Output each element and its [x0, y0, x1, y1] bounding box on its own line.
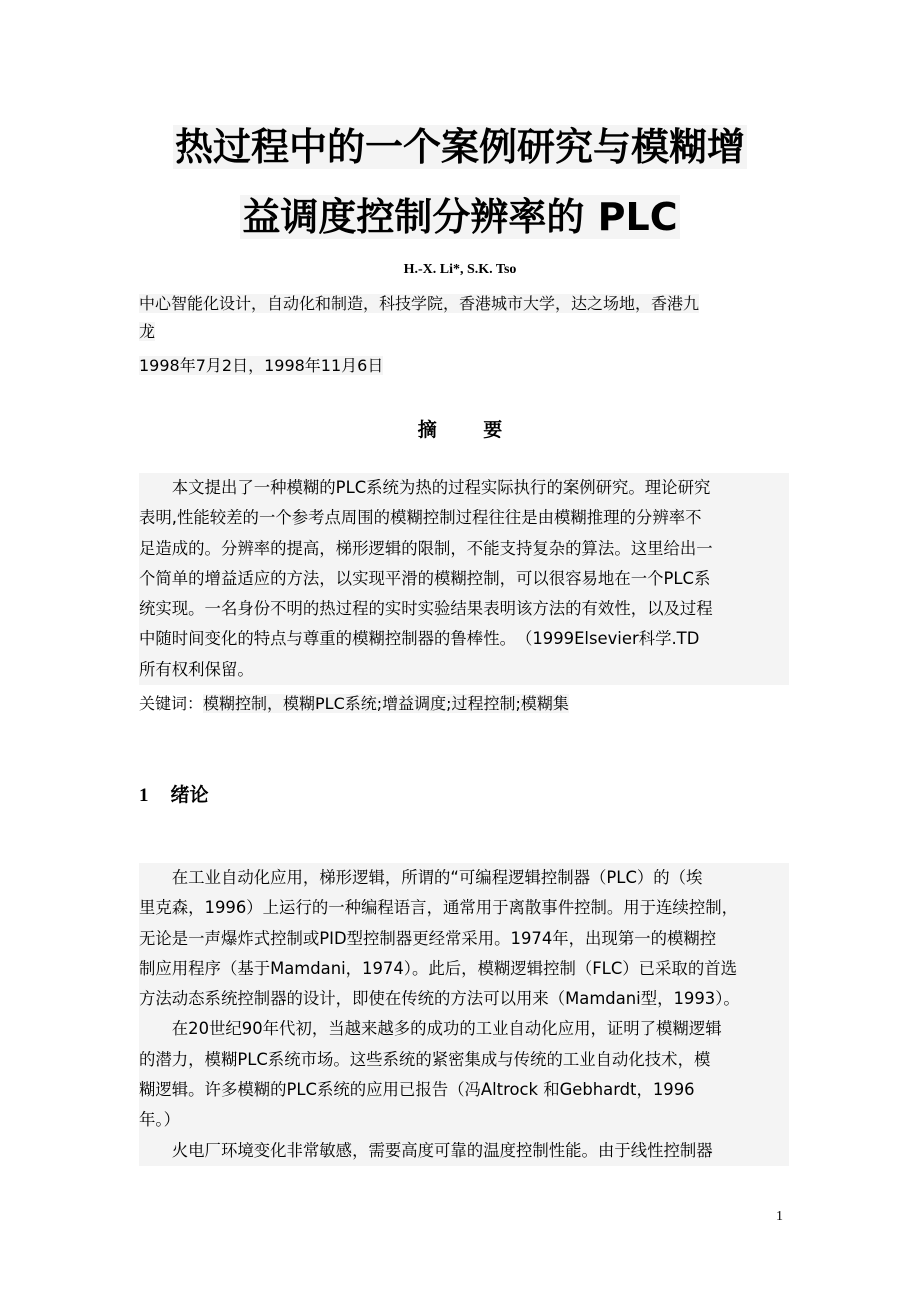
section-line: 里克森，1996）上运行的一种编程语言，通常用于离散事件控制。用于连续控制， — [139, 898, 738, 918]
section-line: 制应用程序（基于Mamdani，1974）。此后，模糊逻辑控制（FLC）已采取的首选 — [139, 958, 737, 978]
section-number: 1 — [139, 785, 149, 806]
abstract-line: 本文提出了一种模糊的PLC系统为热的过程实际执行的案例研究。理论研究 — [139, 478, 711, 497]
keywords — [139, 690, 789, 718]
abstract-line: 中随时间变化的特点与尊重的模糊控制器的鲁棒性。 （1999Elsevier科学.TD — [139, 629, 700, 649]
section-title: 绪论 — [170, 784, 209, 806]
abstract-line: 个简单的增益适应的方法，以实现平滑的模糊控制，可以很容易地在一个PLC系 — [139, 568, 711, 588]
title-line-1: 热过程中的一个案例研究与模糊增 — [174, 125, 745, 169]
abstract-line: 表明,性能较差的一个参考点周围的模糊控制过程往往是由模糊推理的分辨率不 — [139, 508, 702, 528]
affiliation-line-2: 龙 — [139, 322, 156, 341]
section-line: 糊逻辑。许多模糊的PLC系统的应用已报告（冯Altrock 和Gebhardt，1996 — [139, 1080, 695, 1100]
section-line: 年。） — [139, 1110, 180, 1130]
title-line-2: 益调度控制分辨率的 PLC — [242, 195, 678, 239]
abstract-line: 统实现。一名身份不明的热过程的实时实验结果表明该方法的有效性，以及过程 — [139, 599, 713, 619]
affiliation-line-1: 中心智能化设计，自动化和制造，科技学院，香港城市大学，达之场地，香港九 — [139, 294, 700, 313]
section-line: 火电厂环境变化非常敏感，需要高度可靠的温度控制性能。由于线性控制器 — [139, 1140, 713, 1160]
affiliation — [139, 290, 789, 346]
keywords-value: 模糊控制，模糊PLC系统;增益调度;过程控制;模糊集 — [203, 694, 569, 713]
abstract-heading: 摘 要 — [417, 419, 523, 441]
section-body — [139, 863, 789, 1166]
section-line: 的潜力，模糊PLC系统市场。这些系统的紧密集成与传统的工业自动化技术，模 — [139, 1049, 711, 1069]
dates: 1998年7月2日，1998年11月6日 — [139, 356, 384, 375]
abstract-line: 足造成的。分辨率的提高，梯形逻辑的限制，不能支持复杂的算法。这里给出一 — [139, 538, 713, 558]
section-line: 在工业自动化应用，梯形逻辑，所谓的“可编程逻辑控制器（PLC）的（埃 — [139, 868, 703, 887]
abstract-line: 所有权利保留。 — [139, 659, 254, 679]
section-heading — [139, 780, 209, 807]
abstract-body — [139, 473, 789, 685]
page-number: 1 — [776, 1209, 783, 1224]
authors: H.-X. Li*, S.K. Tso — [403, 262, 517, 277]
section-line: 方法动态系统控制器的设计，即使在传统的方法可以用来（Mamdani型，1993）。 — [139, 989, 740, 1009]
section-line: 在20世纪90年代初，当越来越多的成功的工业自动化应用，证明了模糊逻辑 — [139, 1019, 722, 1039]
section-line: 无论是一声爆炸式控制或PID型控制器更经常采用。1974年，出现第一的模糊控 — [139, 928, 717, 948]
keywords-label: 关键词： — [139, 694, 204, 713]
